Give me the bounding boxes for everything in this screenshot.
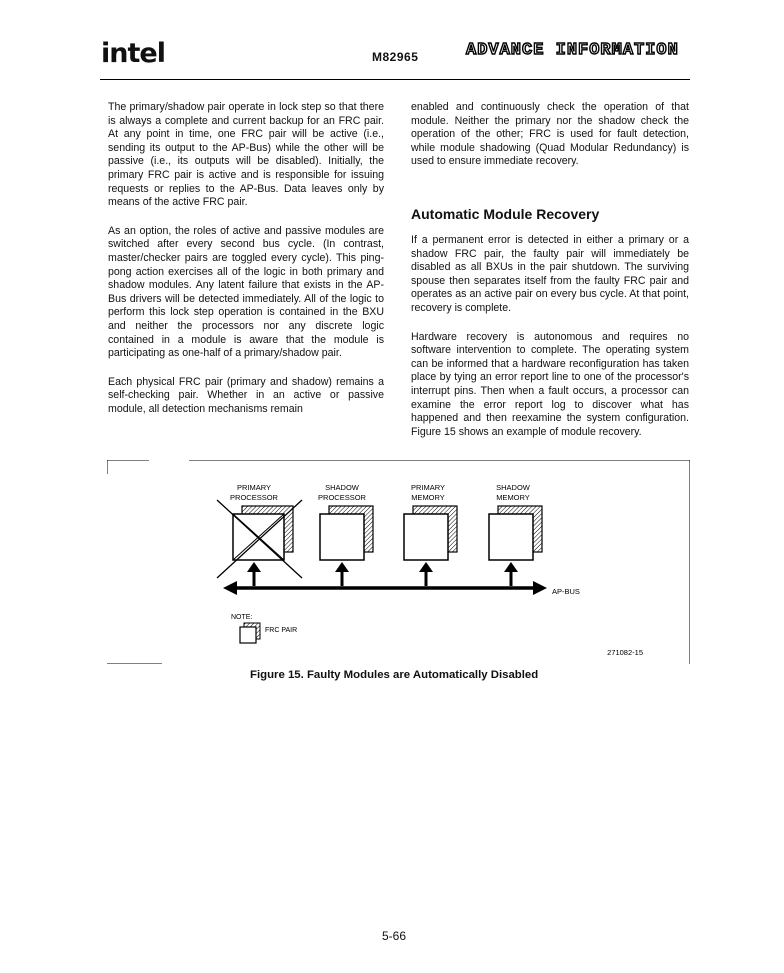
module-label-line2: PROCESSOR xyxy=(230,493,278,502)
shadow-processor-module xyxy=(320,506,373,560)
module-label-line1: SHADOW xyxy=(496,483,530,492)
intel-logo: intel xyxy=(101,38,165,69)
advance-information-banner: ADVANCE INFORMATION xyxy=(466,41,679,60)
paragraph: The primary/shadow pair operate in lock step so that there is always a complete and current backup for an FRC pair. At any point in time, one FRC pair will be active (i.e., sending its output to the AP-Bus) while the other will be passive (i.e., its outputs will be disabled). Initially, the primary FRC pair is active and is responsible for issuing requests or replies to the AP-Bus. Data leaves only by means of the active FRC pair. xyxy=(108,101,384,209)
figure-frame xyxy=(107,460,690,664)
page-number: 5-66 xyxy=(382,929,407,943)
paragraph: If a permanent error is detected in either a primary or a shadow FRC pair, the faulty pair will immediately be disabled as all BXUs in the pair shutdown. The surviving spouse then separates itself from the faulty FRC pair and operates as an active pair on every bus cycle. At that point, recovery is complete. xyxy=(411,234,689,314)
right-column-top xyxy=(411,101,689,184)
module-label-line1: PRIMARY xyxy=(236,483,272,492)
module-label-line2: MEMORY xyxy=(411,493,445,502)
module-label-line2: PROCESSOR xyxy=(318,493,366,502)
frc-pair-label: FRC PAIR xyxy=(265,627,298,634)
ap-bus-arrow xyxy=(223,581,547,595)
paragraph: Hardware recovery is autonomous and requires no software intervention to complete. The operating system can be informed that a hardware reconfiguration has taken place by tying an error report line to one of the processor's interrupt pins. Then when a fault occurs, a processor can examine the error report log to discover what has happened and then reexamine the system configuration. Figure 15 shows an example of module recovery. xyxy=(411,330,689,438)
right-column-bottom xyxy=(411,234,689,454)
module-label-line2: MEMORY xyxy=(496,493,530,502)
primary-memory-module xyxy=(404,506,457,560)
figure-15-diagram xyxy=(107,460,690,664)
shadow-memory-module xyxy=(489,506,542,560)
ap-bus-label: AP-BUS xyxy=(552,587,580,596)
module-label-line1: PRIMARY xyxy=(410,483,446,492)
paragraph: Each physical FRC pair (primary and shadow) remains a self-checking pair. Whether in an active or passive module, all detection mechanisms remain xyxy=(108,375,384,415)
paragraph: enabled and continuously check the operation of that module. Neither the primary nor the shadow check the operation of the other; FRC is used for fault detection, while module shadowing (Quad Modular Redundancy) is used to ensure immediate recovery. xyxy=(411,101,689,168)
frc-pair-legend-icon xyxy=(240,623,260,643)
left-column xyxy=(108,101,384,431)
header-rule xyxy=(100,79,690,80)
note-label: NOTE: xyxy=(231,614,253,621)
figure-caption: Figure 15. Faulty Modules are Automatically Disabled xyxy=(250,669,539,681)
figure-id: 271082-15 xyxy=(607,648,643,657)
part-number: M82965 xyxy=(372,50,419,64)
module-label-line1: SHADOW xyxy=(325,483,359,492)
primary-processor-module xyxy=(217,500,302,578)
section-heading: Automatic Module Recovery xyxy=(411,206,600,222)
paragraph: As an option, the roles of active and passive modules are switched after every second bus cycle. (In contrast, master/checker pairs are toggled every cycle). This ping-pong action exercises all of the logic in both primary and shadow modules. Any latent failure that exists in the AP-Bus drivers will be detected immediately. All of the logic to perform this lock step operation is contained in the BXU and neither the processors nor any discrete logic contained in a module is aware that the module is participating as one-half of a primary/shadow pair. xyxy=(108,224,384,360)
